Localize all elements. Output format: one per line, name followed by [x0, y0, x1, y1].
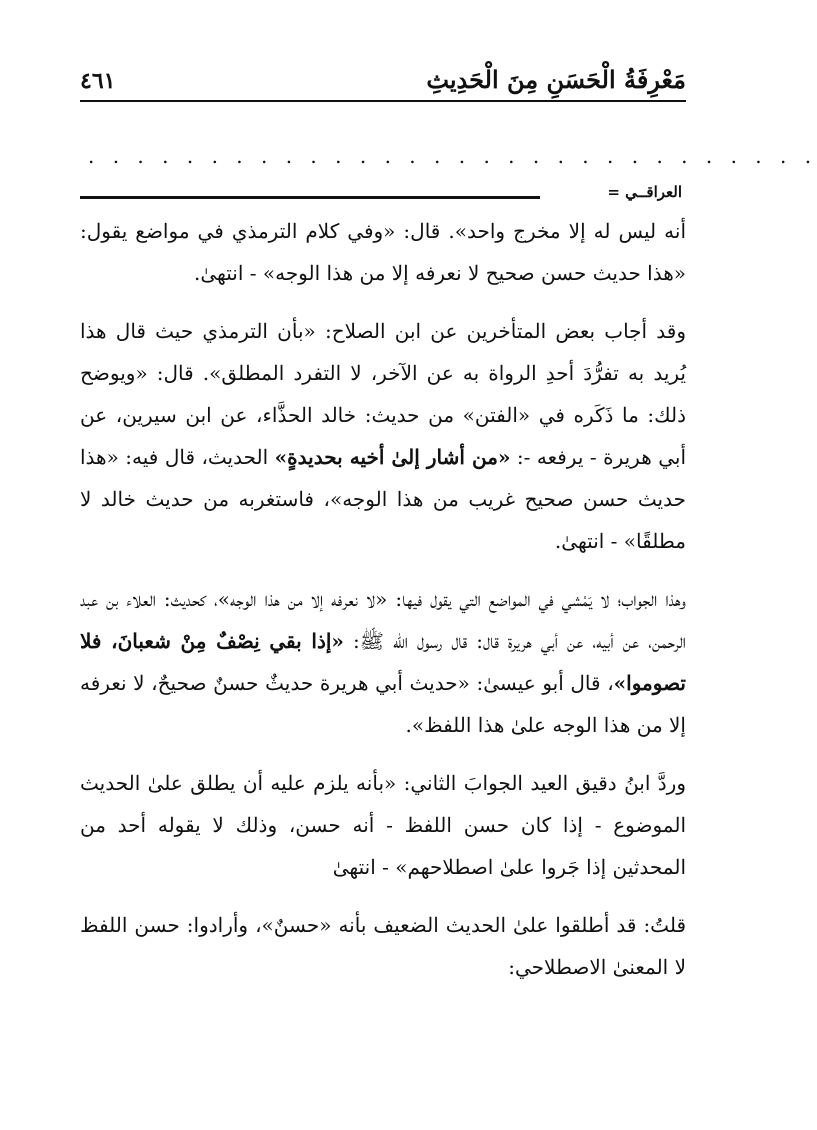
paragraph-text: الحديث، قال فيه: «هذا حديث حسن صحيح غريب من هذا الوجه»، فاستغربه من حديث خالد لا مطلقًا» - انتهىٰ.: [80, 445, 686, 553]
paragraph-text: ، قال أبو عيسىٰ: «حديث أبي هريرة حديثٌ حسنٌ صحيحٌ، لا نعرفه إلا من هذا الوجه علىٰ هذا اللفظ».: [80, 671, 686, 737]
page-header: [80, 50, 686, 102]
section-rule: [80, 196, 540, 199]
paragraph-text: أنه ليس له إلا مخرج واحد». قال: «وفي كلام الترمذي في مواضع يقول: «هذا حديث حسن صحيح لا نعرفه إلا من هذا الوجه» - انتهىٰ.: [80, 219, 686, 285]
section-label: العراقــي =: [607, 183, 682, 201]
paragraph-2: [80, 310, 686, 562]
paragraph-5: [80, 904, 686, 988]
separator-dots: . . . . . . . . . . . . . . . . . . . . . . . . . . . . . .: [88, 144, 817, 168]
paragraph-1: [80, 210, 686, 294]
paragraph-text: وردَّ ابنُ دقيق العيد الجوابَ الثاني: «بأنه يلزم عليه أن يطلق علىٰ الحديث الموضوع - إذا كان حسن اللفظ - أنه حسن، وذلك لا يقوله أحد من المحدثين إذا جَروا علىٰ اصطلاحهم» - انتهىٰ: [80, 771, 686, 879]
hadith-quote-bold: «إذا بقي نِصْفٌ مِنْ شعبانَ، فلا تصوموا»: [80, 629, 686, 695]
paragraph-3: [80, 578, 686, 746]
paragraph-text: وهذا الجواب؛ لا يَمْشي في المواضع التي يقول فيها: «لا نعرفه إلا من هذا الوجه»، كحديث: العلاء بن عبد الرحمن، عن أبيه، عن أبي هريرة قال: قال رسول اللّه ﷺ:: [80, 587, 686, 653]
page-number: ٤٦١: [80, 68, 116, 94]
paragraph-4: [80, 762, 686, 888]
running-title: مَعْرِفَةُ الْحَسَنِ مِنَ الْحَدِيثِ: [426, 65, 686, 94]
hadith-quote-bold: «من أشار إلىٰ أخيه بحديدةٍ»: [274, 445, 511, 469]
paragraph-text: قلتُ: قد أطلقوا علىٰ الحديث الضعيف بأنه «حسنٌ»، وأرادوا: حسن اللفظ لا المعنىٰ الاصطلاحي:: [80, 913, 686, 979]
paragraph-text: وقد أجاب بعض المتأخرين عن ابن الصلاح: «بأن الترمذي حيث قال هذا يُريد به تفرُّدَ أحدِ الرواة به عن الآخر، لا التفرد المطلق». قال: «ويوضح ذلك: ما ذَكَره في «الفتن» من حديث: خالد الحذَّاء، عن ابن سيرين، عن أبي هريرة - يرفعه -:: [80, 319, 687, 469]
body-text: [80, 210, 686, 1004]
